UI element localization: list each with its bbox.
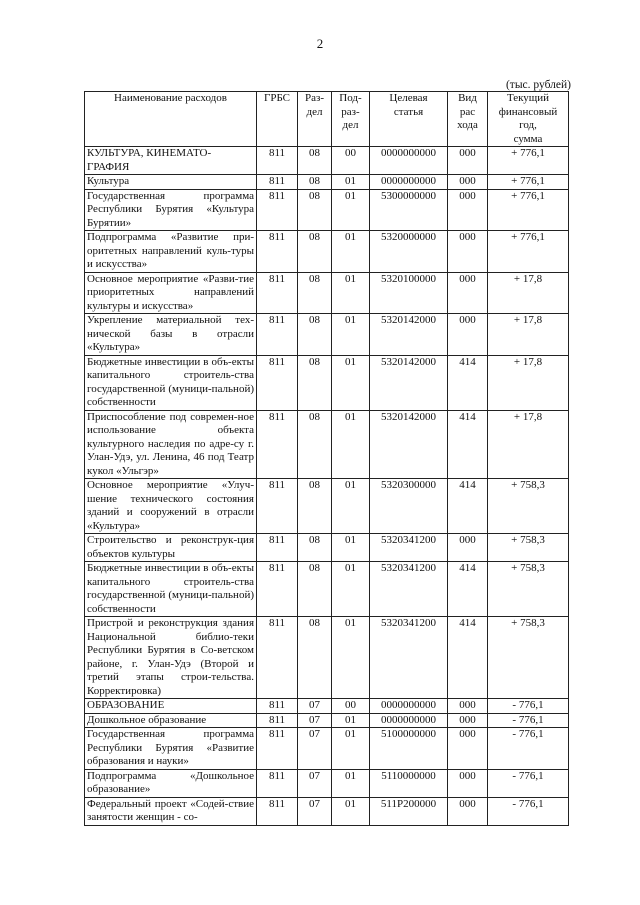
razdel-cell: 07 [298, 713, 332, 728]
grbs-cell: 811 [257, 728, 298, 770]
expense-name-cell: Бюджетные инвестиции в объ-екты капитального строитель-ства государственной (муници-пальной) собственности [85, 562, 257, 617]
amount-cell: + 776,1 [488, 231, 569, 273]
razdel-cell: 08 [298, 479, 332, 534]
target-article-cell: 5320341200 [370, 534, 448, 562]
expense-type-cell: 414 [448, 479, 488, 534]
table-row [85, 769, 569, 797]
table-row [85, 410, 569, 479]
razdel-cell: 08 [298, 534, 332, 562]
header-expense-type: Вид рас хода [448, 92, 488, 147]
grbs-cell: 811 [257, 479, 298, 534]
expense-type-cell: 414 [448, 410, 488, 479]
expense-type-cell: 000 [448, 147, 488, 175]
expense-name-cell: Подпрограмма «Развитие при-оритетных направлений куль-туры и искусства» [85, 231, 257, 273]
table-row [85, 314, 569, 356]
amount-cell: + 17,8 [488, 410, 569, 479]
target-article-cell: 0000000000 [370, 699, 448, 714]
page-number: 2 [316, 36, 324, 51]
grbs-cell: 811 [257, 355, 298, 410]
header-podrazdel: Под- раз- дел [332, 92, 370, 147]
razdel-cell: 08 [298, 231, 332, 273]
target-article-cell: 5320142000 [370, 410, 448, 479]
table-row [85, 272, 569, 314]
amount-cell: + 758,3 [488, 562, 569, 617]
razdel-cell: 08 [298, 272, 332, 314]
podrazdel-cell: 01 [332, 479, 370, 534]
table-row [85, 699, 569, 714]
table-row [85, 713, 569, 728]
grbs-cell: 811 [257, 189, 298, 231]
expense-type-cell: 414 [448, 562, 488, 617]
target-article-cell: 0000000000 [370, 175, 448, 190]
podrazdel-cell: 01 [332, 769, 370, 797]
razdel-cell: 08 [298, 314, 332, 356]
podrazdel-cell: 01 [332, 231, 370, 273]
expense-type-cell: 000 [448, 231, 488, 273]
target-article-cell: 5300000000 [370, 189, 448, 231]
podrazdel-cell: 01 [332, 797, 370, 825]
header-amount: Текущий финансовый год, сумма [488, 92, 569, 147]
amount-cell: - 776,1 [488, 728, 569, 770]
amount-cell: + 758,3 [488, 534, 569, 562]
grbs-cell: 811 [257, 562, 298, 617]
expense-type-cell: 000 [448, 728, 488, 770]
target-article-cell: 5320142000 [370, 355, 448, 410]
table-row [85, 728, 569, 770]
expense-name-cell: КУЛЬТУРА, КИНЕМАТО- ГРАФИЯ [85, 147, 257, 175]
table-row [85, 355, 569, 410]
expense-name-cell: Федеральный проект «Содей-ствие занятости женщин - со- [85, 797, 257, 825]
amount-cell: - 776,1 [488, 797, 569, 825]
target-article-cell: 5320341200 [370, 617, 448, 699]
expense-name-cell: Государственная программа Республики Бурятия «Культура Бурятии» [85, 189, 257, 231]
expense-name-cell: Основное мероприятие «Разви-тие приоритетных направлений культуры и искусства» [85, 272, 257, 314]
expense-name-cell: Приспособление под современ-ное использование объекта культурного наследия по адре-су г. Улан-Удэ, ул. Ленина, 46 под Театр кукол «Ульгэр» [85, 410, 257, 479]
expense-type-cell: 000 [448, 797, 488, 825]
target-article-cell: 5320100000 [370, 272, 448, 314]
header-expense-name: Наименование расходов [85, 92, 257, 147]
expense-name-cell: Государственная программа Республики Бурятия «Развитие образования и науки» [85, 728, 257, 770]
target-article-cell: 5320000000 [370, 231, 448, 273]
expense-type-cell: 000 [448, 272, 488, 314]
podrazdel-cell: 01 [332, 562, 370, 617]
grbs-cell: 811 [257, 231, 298, 273]
podrazdel-cell: 01 [332, 272, 370, 314]
grbs-cell: 811 [257, 617, 298, 699]
expense-name-cell: Бюджетные инвестиции в объ-екты капитального строитель-ства государственной (муници-пальной) собственности [85, 355, 257, 410]
amount-cell: - 776,1 [488, 713, 569, 728]
table-row [85, 617, 569, 699]
expense-name-cell: Подпрограмма «Дошкольное образование» [85, 769, 257, 797]
razdel-cell: 08 [298, 562, 332, 617]
podrazdel-cell: 01 [332, 617, 370, 699]
expense-type-cell: 000 [448, 769, 488, 797]
podrazdel-cell: 01 [332, 189, 370, 231]
grbs-cell: 811 [257, 713, 298, 728]
razdel-cell: 08 [298, 355, 332, 410]
expense-type-cell: 000 [448, 175, 488, 190]
expense-name-cell: Пристрой и реконструкция здания Национальной библио-теки Республики Бурятия в Со-ветском районе, г. Улан-Удэ (Второй и третий этапы строи-тельства. Корректировка) [85, 617, 257, 699]
expense-type-cell: 000 [448, 713, 488, 728]
target-article-cell: 5320300000 [370, 479, 448, 534]
podrazdel-cell: 00 [332, 699, 370, 714]
table-row [85, 562, 569, 617]
expense-name-cell: ОБРАЗОВАНИЕ [85, 699, 257, 714]
target-article-cell: 5110000000 [370, 769, 448, 797]
table-row [85, 175, 569, 190]
razdel-cell: 07 [298, 728, 332, 770]
units-label: (тыс. рублей) [505, 79, 571, 91]
podrazdel-cell: 01 [332, 410, 370, 479]
expense-name-cell: Культура [85, 175, 257, 190]
grbs-cell: 811 [257, 175, 298, 190]
grbs-cell: 811 [257, 410, 298, 479]
expense-type-cell: 000 [448, 699, 488, 714]
header-grbs: ГРБС [257, 92, 298, 147]
razdel-cell: 08 [298, 410, 332, 479]
razdel-cell: 08 [298, 147, 332, 175]
target-article-cell: 511P200000 [370, 797, 448, 825]
target-article-cell: 0000000000 [370, 713, 448, 728]
podrazdel-cell: 01 [332, 534, 370, 562]
amount-cell: + 17,8 [488, 355, 569, 410]
table-header-row [85, 92, 569, 147]
razdel-cell: 08 [298, 189, 332, 231]
header-razdel: Раз- дел [298, 92, 332, 147]
amount-cell: + 758,3 [488, 617, 569, 699]
table-row [85, 797, 569, 825]
podrazdel-cell: 00 [332, 147, 370, 175]
amount-cell: + 17,8 [488, 314, 569, 356]
expenditure-table [84, 91, 569, 826]
amount-cell: + 758,3 [488, 479, 569, 534]
grbs-cell: 811 [257, 797, 298, 825]
podrazdel-cell: 01 [332, 728, 370, 770]
grbs-cell: 811 [257, 272, 298, 314]
expense-type-cell: 000 [448, 314, 488, 356]
amount-cell: + 776,1 [488, 175, 569, 190]
razdel-cell: 08 [298, 175, 332, 190]
expense-name-cell: Строительство и реконструк-ция объектов культуры [85, 534, 257, 562]
expense-name-cell: Дошкольное образование [85, 713, 257, 728]
expense-type-cell: 000 [448, 534, 488, 562]
grbs-cell: 811 [257, 534, 298, 562]
amount-cell: - 776,1 [488, 699, 569, 714]
podrazdel-cell: 01 [332, 713, 370, 728]
target-article-cell: 5100000000 [370, 728, 448, 770]
razdel-cell: 07 [298, 769, 332, 797]
amount-cell: - 776,1 [488, 769, 569, 797]
target-article-cell: 5320142000 [370, 314, 448, 356]
expense-name-cell: Укрепление материальной тех-нической базы в отрасли «Культура» [85, 314, 257, 356]
podrazdel-cell: 01 [332, 175, 370, 190]
amount-cell: + 776,1 [488, 147, 569, 175]
expense-type-cell: 414 [448, 355, 488, 410]
table-row [85, 534, 569, 562]
expense-type-cell: 414 [448, 617, 488, 699]
table-row [85, 479, 569, 534]
grbs-cell: 811 [257, 314, 298, 356]
table-row [85, 189, 569, 231]
table-body [85, 147, 569, 826]
amount-cell: + 17,8 [488, 272, 569, 314]
table-row [85, 231, 569, 273]
razdel-cell: 07 [298, 699, 332, 714]
expense-name-cell: Основное мероприятие «Улуч-шение технического состояния зданий и сооружений в отрасли «Культура» [85, 479, 257, 534]
grbs-cell: 811 [257, 769, 298, 797]
expense-type-cell: 000 [448, 189, 488, 231]
grbs-cell: 811 [257, 147, 298, 175]
table-row [85, 147, 569, 175]
header-target-article: Целевая статья [370, 92, 448, 147]
podrazdel-cell: 01 [332, 355, 370, 410]
podrazdel-cell: 01 [332, 314, 370, 356]
razdel-cell: 08 [298, 617, 332, 699]
target-article-cell: 0000000000 [370, 147, 448, 175]
amount-cell: + 776,1 [488, 189, 569, 231]
razdel-cell: 07 [298, 797, 332, 825]
grbs-cell: 811 [257, 699, 298, 714]
target-article-cell: 5320341200 [370, 562, 448, 617]
